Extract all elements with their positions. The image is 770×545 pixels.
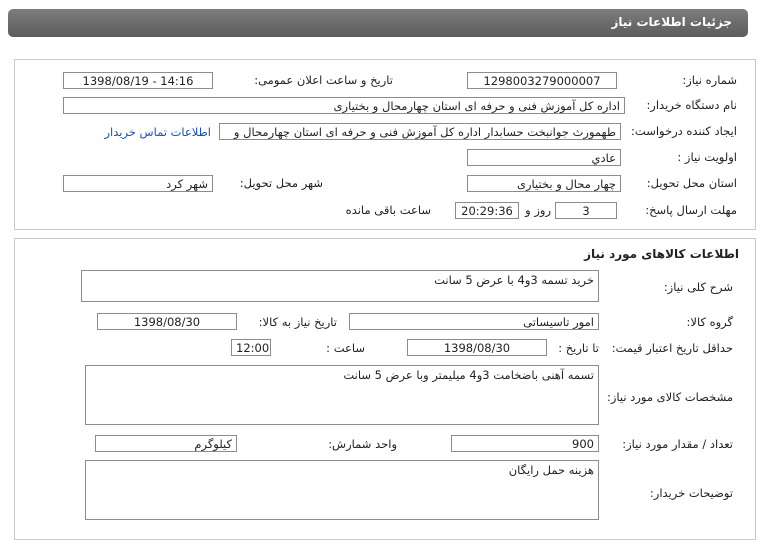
need-description-label: شرح کلی نیاز: [663,280,733,294]
page-header [8,9,748,37]
deadline-time-field: 20:29:36 [455,202,519,219]
buyer-contact-link[interactable]: اطلاعات تماس خریدار [104,125,211,139]
goods-section-title: اطلاعات کالاهای مورد نیاز [584,247,739,261]
delivery-city-field: شهر کرد [63,175,213,192]
goods-group-field: امور تاسیساتی [349,313,599,330]
priority-label: اولویت نیاز : [677,150,737,164]
unit-field: کیلوگرم [95,435,237,452]
goods-group-label: گروه کالا: [686,315,733,329]
need-date-field: 1398/08/30 [97,313,237,330]
delivery-province-field: چهار محال و بختیاری [467,175,621,192]
priority-field: عادي [467,149,621,166]
quantity-label: تعداد / مقدار مورد نیاز: [622,437,733,451]
need-number-field: 1298003279000007 [467,72,617,89]
validity-hour-field: 12:00 [231,339,271,356]
unit-label: واحد شمارش: [328,437,397,451]
buyer-org-field: اداره کل آموزش فنی و حرفه ای استان چهارمحال و بختیاری [63,97,625,114]
days-and-label: روز و [525,203,551,217]
quantity-field: 900 [451,435,599,452]
need-description-field: خرید تسمه 3و4 با عرض 5 سانت [81,270,599,302]
validity-hour-label: ساعت : [326,341,365,355]
until-date-label: تا تاریخ : [558,341,599,355]
request-creator-field: طهمورث جوانبخت حسابدار اداره کل آموزش فنی و حرفه ای استان چهارمحال و [219,123,621,140]
goods-specs-field: تسمه آهنی باضخامت 3و4 میلیمتر وبا عرض 5 سانت [85,365,599,425]
request-creator-label: ایجاد کننده درخواست: [631,124,737,138]
announce-datetime-label: تاریخ و ساعت اعلان عمومی: [254,73,393,87]
remaining-time-label: ساعت باقی مانده [345,203,431,217]
delivery-city-label: شهر محل تحویل: [239,176,323,190]
need-info-panel [14,59,756,230]
need-number-label: شماره نیاز: [682,73,737,87]
buyer-notes-label: توضیحات خریدار: [649,486,733,500]
need-date-label: تاریخ نیاز به کالا: [258,315,337,329]
buyer-org-label: نام دستگاه خریدار: [646,98,737,112]
min-price-validity-label: حداقل تاریخ اعتبار قیمت: [611,341,733,355]
response-deadline-label: مهلت ارسال پاسخ: [645,203,737,217]
deadline-days-field: 3 [555,202,617,219]
goods-specs-label: مشخصات کالای مورد نیاز: [606,390,733,404]
validity-date-field: 1398/08/30 [407,339,547,356]
buyer-notes-field: هزینه حمل رایگان [85,460,599,520]
page-title: جزئیات اطلاعات نیاز [611,15,732,29]
announce-datetime-field: 1398/08/19 - 14:16 [63,72,213,89]
goods-info-panel [14,238,756,540]
delivery-province-label: استان محل تحویل: [646,176,737,190]
